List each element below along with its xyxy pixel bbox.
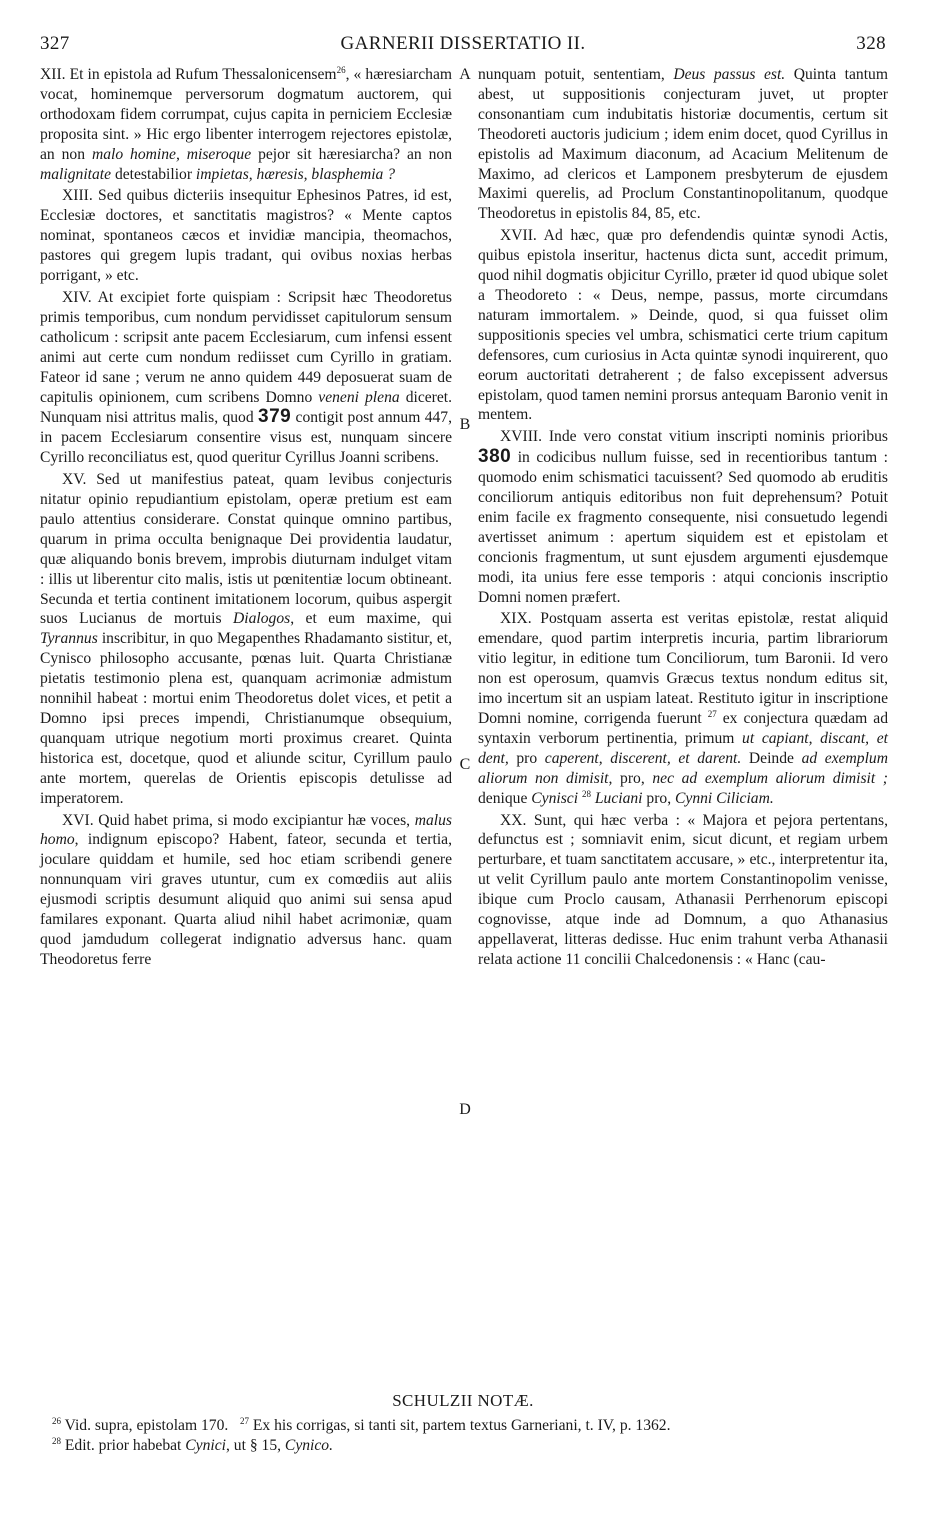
margin-letter-b: B (459, 416, 471, 433)
margin-letter-c: C (459, 756, 471, 773)
running-title: GARNERII DISSERTATIO II. (340, 33, 586, 54)
left-column (40, 65, 452, 970)
paragraph-xiv: XIV. At excipiet forte quispiam : Scripsit hæc Theodoretus primis temporibus, cum nondum pervidisset capitulorum sensum catholicum : scripsit ante pacem Ecclesiarum, cum infensi essent animi aut certe cum nondum rediisset cum Cyrillo in gratiam. Fateor id sane ; verum ne anno quidem 449 deposuerat suam de capitulis opinionem, cum scribens Domno veneni plena diceret. Nunquam nisi attritus malis, quod 379 contigit post annum 447, in pacem Ecclesiarum consentire visus est, nunquam sincere Cyrillo reconciliatus est, quod queritur Cyrillus Joanni scribens. (40, 288, 453, 467)
paragraph-xv: XV. Sed ut manifestius pateat, quam levibus conjecturis nitatur opinio repudiantium epistolam, operæ pretium est eam paulo attentius considerare. Constat quinque omnino partibus, quarum in prima occulta benignaque Dei providentia laudatur, quæ aliquando bonis brevem, improbis diuturnam indulget vitam : illis ut liberentur cito malis, istis ut pœnitentiæ locum obtineant. Secunda et tertia continent imitationem locorum, quibus aspergit suos Lucianus de mortuis Dialogos, et eum maxime, qui Tyrannus inscribitur, in quo Megapenthes Rhadamanto sistitur, et, Cynisco philosopho accusante, pœnas luit. Quarta Christianæ pietatis testimonio plena est, quanquam acrimoniæ admistum nonnihil habeat : mortui enim Theodoretus dolet vices, et petit a Domno ipsi preces impendi, Christianumque obsequium, quanquam utrique negotium morti proximus crearet. Quinta historica est, docetque, quod et aliunde scitur, Cyrillum paulo ante mortem, querelas de Orientis episcopis detulisse ad imperatorem. (40, 471, 452, 807)
footnote-ref-26: 26 (336, 65, 346, 75)
right-column (478, 65, 888, 970)
footnotes-line-2: $^{28}$ Edit. prior habebat Cynici, ut § 15, Cynico. (52, 1436, 333, 1454)
footnote-ref-27: 27 (707, 709, 717, 719)
page-marker-379: 379 (258, 406, 292, 428)
page-number-left: 327 (40, 33, 70, 54)
paragraph-xviii: XVIII. Inde vero constat vitium inscripti nominis prioribus 380 in codicibus nullum fuisse, sed in recentioribus tantum : quomodo enim schismatici tacuissent? Sed quomodo ab eruditis conciliorum antiquis editoribus non fuit deprehensum? Potuit enim facile ex fragmento consequente, nisi consuetudo legendi avertisset animum : apertum siquidem est et epistolam et concionis fragmentum, ut sunt ejusdem argumenti ejusdemque modi, ita unius fere esse temporis : atqui concionis inscriptio Domni nomen præfert. (478, 428, 888, 606)
footnotes-line-1: $^{26}$ Vid. supra, epistolam 170. $^{27}$ Ex his corrigas, si tanti sit, partem textus Garneriani, t. IV, p. 1362. (52, 1416, 671, 1434)
margin-letter-a: A (459, 66, 471, 83)
paragraph-xvi: XVI. Quid habet prima, si modo excipiantur hæ voces, malus homo, indignum episcopo? Habent, fateor, secunda et tertia, joculare quiddam et humile, sed hoc etiam scribendi genere nonnunquam viri graves utuntur, cum ex comœdiis aut aliis ejusmodi scriptis desumunt aliquid quo animi sui sensa apud familares exponant. Quarta aliud nihil habet acrimoniæ, quam quod jamdudum collegerat indignatio adversus hanc. quam Theodoretus ferre (40, 811, 452, 968)
paragraph-xiii: XIII. Sed quibus dicteriis insequitur Ephesinos Patres, id est, Ecclesiæ doctores, et sanctitatis magistros? « Mente captos nominat, spontaneos cæcos et invidiæ mancipia, theomachos, pastores qui gregem lupis tradant, qui ovibus noxias herbas porrigant, » etc. (40, 187, 452, 285)
notes-heading: SCHULZII NOTÆ. (392, 1391, 534, 1410)
page-number-right: 328 (856, 33, 886, 54)
paragraph-xvi-continued: nunquam potuit, sententiam, Deus passus est. Quinta tantum abest, ut suppositionis conjecturam juvet, ut propter consonantiam cum indubitatis historiæ documentis, certum sit Theodoreti auctoris judicium ; idem enim docet, quod Cyrillus in epistolis ad Maximum diaconum, ad Acacium Melitenum de Maximo, ad clericos et Lamponem presbyterum de ejusdem Maximi querelis, ad Proclum Constantinopolitanum, quodque Theodoretus in epistolis 84, 85, etc. (478, 66, 888, 223)
page-marker-380: 380 (478, 446, 512, 468)
paragraph-xix: XIX. Postquam asserta est veritas epistolæ, restat aliquid emendare, quod partim interpretis incuria, partim librariorum vitio legitur, in editione tum Conciliorum, tum Baronii. Id vero non est operosum, quamvis Græcus textus nondum editus sit, imo incertum sit an uspiam lateat. Restituto igitur in inscriptione Domni nomine, corrigenda fuerunt $^{27}$ ex conjectura quædam ad syntaxin verborum pertinentia, primum ut capiant, discant, et dent, pro caperent, discerent, et darent. Deinde ad exemplum aliorum non dimisit, pro, nec ad exemplum aliorum dimisit ; denique Cynisci $^{28}$ Luciani pro, Cynni Ciliciam. (478, 610, 888, 807)
paragraph-xx: XX. Sunt, qui hæc verba : « Majora et pejora pertentans, defunctus est ; somniavit enim, sicut dicunt, et regiam urbem perturbare, et tuam sanctitatem accusare, » etc., interpretentur ita, ut velit Cyrillum paulo ante mortem Constantinopolim venisse, ibique cum Proclo causam, Athanasii Perrhenorum episcopi cognovisse, atque inde ad Domnum, a quo Athanasius appellaverat, litteras dedisse. Huc enim trahunt verba Athanasii relata actione 11 concilii Chalcedonensis : « Hanc (cau- (478, 811, 888, 968)
paragraph-xvii: XVII. Ad hæc, quæ pro defendendis quintæ synodi Actis, quibus epistola inseritur, hactenus dicta sunt, accedit primum, quod nihil dogmatis objicitur Cyrillo, præter id quod ubique solet a Theodoreto : « Deus, nempe, passus, morte circumdans naturam immortalem. » Deinde, quod, si qua fuisset olim suppositionis species vel umbra, schismatici certe trium capitum defensores, cum curiosius in Acta quintæ synodi inquirerent, quo eorum auctoritati detraherent ; de falso excepissent adversus epistolam, quod tamen nemini prorsus antequam Baronio venit in mentem. (478, 227, 888, 424)
footnote-ref-28: 28 (581, 788, 591, 799)
paragraph-xii: XII. Et in epistola ad Rufum Thessalonicensem$^{26}$, « hæresiarcham vocat, hominemque perversorum dogmatum auctorem, qui orthodoxam fidem corrumpat, cujus capita in perniciem Ecclesiæ proposita sint. » Hic ergo libenter interrogem rejectores epistolæ, an non malo homine, miseroque pejor sit hæresiarcha? an non malignitate detestabilior impietas, hæresis, blasphemia ? (40, 65, 453, 183)
margin-letter-d: D (459, 1101, 471, 1118)
